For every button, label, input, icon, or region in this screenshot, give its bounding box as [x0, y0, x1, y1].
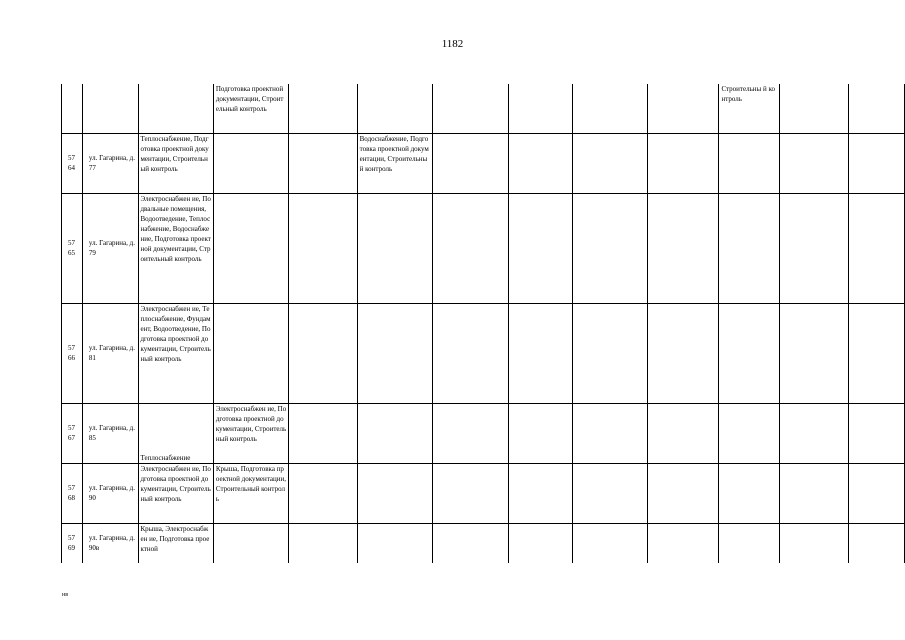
- empty-cell: [849, 84, 905, 133]
- empty-cell: [779, 463, 848, 523]
- empty-cell: [289, 193, 357, 303]
- work-cell: Теплоснабжение: [138, 403, 213, 463]
- work-cell: Теплоснабжение, Подготовка проектной документации, Строительный контроль: [138, 133, 213, 193]
- work-cell: Крыша, Подготовка проектной документации, Строительный контроль: [213, 463, 288, 523]
- row-number: 57 65: [62, 193, 83, 303]
- empty-cell: [572, 403, 647, 463]
- empty-cell: [572, 303, 647, 403]
- table-row: [62, 403, 905, 463]
- empty-cell: [648, 463, 719, 523]
- empty-cell: [289, 303, 357, 403]
- work-cell: Электроснабжен ие, Подвальные помещения, Водоотведение, Теплоснабжение, Водоснабжение, Подготовка проектной документации, Строительный контроль: [138, 193, 213, 303]
- empty-cell: [433, 193, 509, 303]
- work-cell: Подготовка проектной документации, Строительный контроль: [213, 84, 288, 133]
- work-cell: [213, 523, 288, 563]
- footer-mark: нв: [62, 592, 69, 598]
- empty-cell: [849, 133, 905, 193]
- empty-cell: [433, 303, 509, 403]
- work-cell: [719, 403, 780, 463]
- address-cell: [82, 84, 138, 133]
- empty-cell: [509, 303, 572, 403]
- table-row: [62, 84, 905, 133]
- work-cell: Крыша, Электроснабжен ие, Подготовка проектной: [138, 523, 213, 563]
- empty-cell: [779, 523, 848, 563]
- empty-cell: [509, 403, 572, 463]
- work-cell: [719, 133, 780, 193]
- empty-cell: [289, 133, 357, 193]
- row-number: 57 68: [62, 463, 83, 523]
- row-number: 57 66: [62, 303, 83, 403]
- table-row: [62, 303, 905, 403]
- table-row: [62, 463, 905, 523]
- empty-cell: [433, 463, 509, 523]
- work-cell: Строительны й контроль: [719, 84, 780, 133]
- work-cell: [719, 523, 780, 563]
- empty-cell: [779, 84, 848, 133]
- empty-cell: [509, 193, 572, 303]
- work-cell: [213, 193, 288, 303]
- work-cell: [357, 463, 432, 523]
- empty-cell: [849, 403, 905, 463]
- empty-cell: [509, 523, 572, 563]
- empty-cell: [289, 403, 357, 463]
- address-cell: ул. Гагарина, д. 81: [82, 303, 138, 403]
- empty-cell: [509, 133, 572, 193]
- work-schedule-table: [61, 84, 905, 563]
- empty-cell: [648, 84, 719, 133]
- empty-cell: [509, 463, 572, 523]
- work-cell: [357, 523, 432, 563]
- row-number: 57 64: [62, 133, 83, 193]
- work-cell: [138, 84, 213, 133]
- address-cell: ул. Гагарина, д. 90: [82, 463, 138, 523]
- empty-cell: [849, 193, 905, 303]
- empty-cell: [779, 403, 848, 463]
- work-cell: Водоснабжение, Подготовка проектной документации, Строительный контроль: [357, 133, 432, 193]
- work-cell: Электроснабжен ие, Теплоснабжение, Фундамент, Водоотведение, Подготовка проектной документации, Строительный контроль: [138, 303, 213, 403]
- empty-cell: [849, 523, 905, 563]
- work-cell: [719, 193, 780, 303]
- empty-cell: [572, 463, 647, 523]
- row-number: [62, 84, 83, 133]
- empty-cell: [289, 523, 357, 563]
- empty-cell: [849, 463, 905, 523]
- table-row: [62, 193, 905, 303]
- empty-cell: [289, 463, 357, 523]
- page-number: 1182: [441, 38, 464, 50]
- empty-cell: [779, 133, 848, 193]
- address-cell: ул. Гагарина, д. 77: [82, 133, 138, 193]
- table-row: [62, 523, 905, 563]
- empty-cell: [648, 523, 719, 563]
- work-cell: [357, 303, 432, 403]
- empty-cell: [433, 84, 509, 133]
- empty-cell: [648, 403, 719, 463]
- empty-cell: [433, 523, 509, 563]
- empty-cell: [849, 303, 905, 403]
- empty-cell: [779, 303, 848, 403]
- work-cell: Электроснабжен ие, Подготовка проектной документации, Строительный контроль: [213, 403, 288, 463]
- address-cell: ул. Гагарина, д. 90в: [82, 523, 138, 563]
- empty-cell: [433, 133, 509, 193]
- empty-cell: [648, 193, 719, 303]
- empty-cell: [572, 193, 647, 303]
- empty-cell: [289, 84, 357, 133]
- address-cell: ул. Гагарина, д. 79: [82, 193, 138, 303]
- row-number: 57 67: [62, 403, 83, 463]
- empty-cell: [572, 523, 647, 563]
- empty-cell: [648, 133, 719, 193]
- work-cell: Электроснабжен ие, Подготовка проектной документации, Строительный контроль: [138, 463, 213, 523]
- work-cell: [357, 403, 432, 463]
- table-row: [62, 133, 905, 193]
- work-cell: [357, 193, 432, 303]
- work-cell: [719, 463, 780, 523]
- work-cell: [357, 84, 432, 133]
- empty-cell: [509, 84, 572, 133]
- empty-cell: [572, 133, 647, 193]
- address-cell: ул. Гагарина, д. 85: [82, 403, 138, 463]
- work-cell: [213, 303, 288, 403]
- empty-cell: [433, 403, 509, 463]
- row-number: 57 69: [62, 523, 83, 563]
- empty-cell: [572, 84, 647, 133]
- work-cell: [719, 303, 780, 403]
- empty-cell: [648, 303, 719, 403]
- empty-cell: [779, 193, 848, 303]
- work-cell: [213, 133, 288, 193]
